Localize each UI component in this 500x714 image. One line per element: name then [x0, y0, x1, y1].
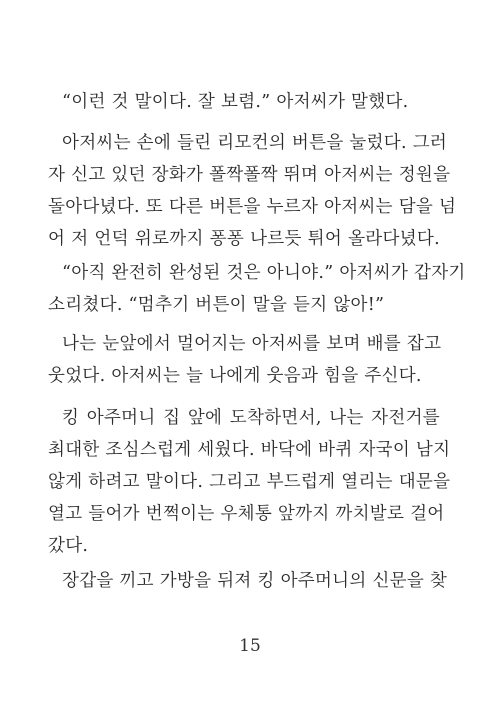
text-line: 아저씨는 손에 들린 리모컨의 버튼을 눌렀다. 그러: [62, 133, 448, 153]
text-line: 웃었다. 아저씨는 늘 나에게 웃음과 힘을 주신다.: [48, 366, 422, 386]
text-line: 어 저 언덕 위로까지 퐁퐁 나르듯 튀어 올라다녔다.: [48, 229, 440, 249]
text-line: 소리쳤다. “멈추기 버튼이 말을 듣지 않아!”: [48, 295, 385, 315]
text-line: 갔다.: [48, 536, 89, 556]
text-line: 자 신고 있던 장화가 폴짝폴짝 뛰며 아저씨는 정원을: [48, 165, 451, 185]
text-line: 돌아다녔다. 또 다른 버튼을 누르자 아저씨는 담을 넘: [48, 197, 457, 217]
text-line: 열고 들어가 번쩍이는 우체통 앞까지 까치발로 걸어: [48, 504, 445, 524]
text-line: “아직 완전히 완성된 것은 아니야.” 아저씨가 갑자기: [62, 263, 466, 283]
page-number: 15: [239, 636, 261, 656]
text-line: 않게 하려고 말이다. 그리고 부드럽게 열리는 대문을: [48, 472, 451, 492]
text-line: “이런 것 말이다. 잘 보렴.” 아저씨가 말했다.: [62, 92, 409, 112]
text-line: 나는 눈앞에서 멀어지는 아저씨를 보며 배를 잡고: [62, 334, 442, 354]
text-line: 장갑을 끼고 가방을 뒤져 킹 아주머니의 신문을 찾: [62, 571, 448, 591]
text-line: 킹 아주머니 집 앞에 도착하면서, 나는 자전거를: [62, 408, 440, 428]
text-line: 최대한 조심스럽게 세웠다. 바닥에 바퀴 자국이 남지: [48, 440, 451, 460]
